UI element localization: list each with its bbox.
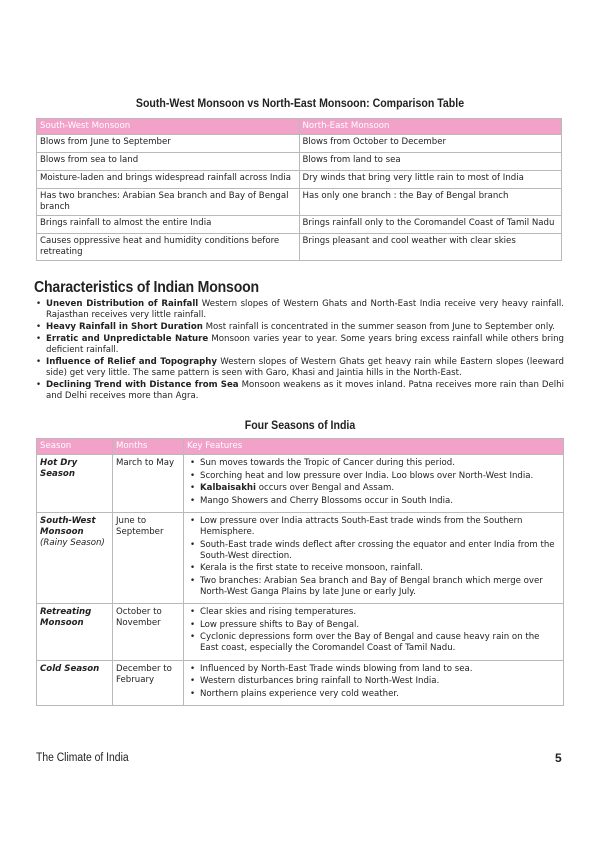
characteristic-term: Influence of Relief and Topography (46, 357, 217, 368)
characteristic-text: Monsoon varies year to year. Some years bring excess rainfall while others bring deficient rainfall. (46, 334, 564, 355)
season-features-list (187, 664, 560, 700)
characteristic-item (36, 357, 564, 378)
comparison-row (37, 216, 562, 234)
seasons-header-months: Months (113, 439, 184, 455)
season-name-cell (37, 513, 113, 604)
season-feature-item (187, 607, 560, 618)
seasons-header-season: Season (37, 439, 113, 455)
seasons-table-title: Four Seasons of India (244, 420, 356, 432)
season-feature-item (187, 576, 560, 598)
feature-text: Scorching heat and low pressure over India. Loo blows over North-West India. (200, 470, 534, 481)
characteristic-text: Western slopes of Western Ghats and North-East India receive very heavy rainfall. Rajasthan receives very little rainfall. (46, 299, 564, 320)
feature-text: Low pressure over India attracts South-East trade winds from the Southern Hemisphere. (200, 516, 523, 537)
comparison-cell-sw: Blows from June to September (37, 135, 300, 153)
season-months: March to May (113, 455, 184, 513)
season-row (37, 660, 564, 706)
comparison-row (37, 189, 562, 216)
comparison-cell-ne: Has only one branch : the Bay of Bengal branch (299, 189, 562, 216)
season-feature-item (187, 632, 560, 654)
season-note: (Rainy Season) (40, 538, 105, 548)
feature-text: Sun moves towards the Tropic of Cancer during this period. (200, 458, 455, 468)
characteristic-text: Western slopes of Western Ghats get heavy rain while Eastern slopes (leeward side) get very little. The same pattern is seen with Garo, Khasi and Jaintia hills in the North-East. (46, 357, 565, 378)
comparison-cell-ne: Dry winds that bring very little rain to most of India (299, 171, 562, 189)
characteristic-term: Declining Trend with Distance from Sea (46, 380, 239, 391)
season-features-cell (184, 604, 564, 661)
characteristics-list (36, 299, 564, 403)
season-features-list (187, 607, 560, 654)
season-feature-item (187, 689, 560, 700)
characteristic-item (36, 380, 564, 401)
page-number: 5 (555, 751, 562, 765)
feature-text: occurs over Bengal and Assam. (256, 483, 395, 493)
characteristic-text: Most rainfall is concentrated in the summer season from June to September only. (202, 321, 555, 332)
comparison-row (37, 153, 562, 171)
season-features-cell (184, 455, 564, 513)
season-features-list (187, 516, 560, 598)
comparison-header-row (37, 119, 562, 135)
feature-term: Kalbaisakhi (200, 483, 256, 493)
feature-text: South-East trade winds deflect after crossing the equator and enter India from the South-West direction. (200, 539, 555, 561)
footer-chapter-title: The Climate of India (36, 752, 129, 764)
season-feature-item (187, 471, 560, 482)
season-feature-item (187, 483, 560, 494)
season-features-cell (184, 513, 564, 604)
comparison-header-ne: North-East Monsoon (299, 119, 562, 135)
season-name: Cold Season (40, 663, 100, 674)
feature-text: Kerala is the first state to receive monsoon, rainfall. (200, 563, 424, 573)
seasons-table-body (37, 455, 564, 706)
comparison-cell-sw: Causes oppressive heat and humidity conditions before retreating (37, 234, 300, 261)
season-name: Hot Dry Season (40, 458, 78, 479)
comparison-table-body (37, 135, 562, 261)
characteristic-term: Heavy Rainfall in Short Duration (46, 321, 203, 332)
comparison-row (37, 234, 562, 261)
feature-text: Western disturbances bring rainfall to North-West India. (200, 676, 440, 686)
season-months: October to November (113, 604, 184, 661)
season-months: June to September (113, 513, 184, 604)
season-features-list (187, 458, 560, 507)
characteristic-text: Monsoon weakens as it moves inland. Patna receives more rain than Delhi and Delhi receives more than Agra. (46, 380, 564, 401)
season-feature-item (187, 540, 560, 562)
season-name-cell (37, 604, 113, 661)
feature-text: Northern plains experience very cold weather. (200, 688, 399, 699)
season-feature-item (187, 664, 560, 675)
characteristic-item (36, 299, 564, 320)
feature-text: Cyclonic depressions form over the Bay of Bengal and cause heavy rain on the East coast, especially the Coromandel Coast of Tamil Nadu. (200, 632, 540, 653)
comparison-cell-sw: Blows from sea to land (37, 153, 300, 171)
season-feature-item (187, 676, 560, 687)
season-feature-item (187, 620, 560, 631)
season-row (37, 455, 564, 513)
season-months: December to February (113, 660, 184, 706)
seasons-header-row (37, 439, 564, 455)
comparison-row (37, 171, 562, 189)
season-feature-item (187, 516, 560, 538)
comparison-cell-ne: Brings pleasant and cool weather with clear skies (299, 234, 562, 261)
season-name-cell (37, 455, 113, 513)
season-row (37, 513, 564, 604)
season-feature-item (187, 458, 560, 469)
feature-text: Clear skies and rising temperatures. (200, 607, 357, 617)
comparison-cell-ne: Blows from land to sea (299, 153, 562, 171)
seasons-header-features: Key Features (184, 439, 564, 455)
feature-text: Influenced by North-East Trade winds blowing from land to sea. (200, 663, 473, 674)
comparison-cell-sw: Moisture-laden and brings widespread rainfall across India (37, 171, 300, 189)
comparison-cell-ne: Brings rainfall only to the Coromandel Coast of Tamil Nadu (299, 216, 562, 234)
characteristic-item (36, 322, 564, 333)
characteristic-term: Erratic and Unpredictable Nature (46, 334, 209, 345)
season-name: South-West Monsoon (40, 516, 96, 537)
feature-text: Low pressure shifts to Bay of Bengal. (200, 619, 360, 630)
comparison-table (36, 118, 562, 261)
characteristic-item (36, 334, 564, 355)
comparison-cell-sw: Brings rainfall to almost the entire India (37, 216, 300, 234)
season-feature-item (187, 563, 560, 574)
comparison-row (37, 135, 562, 153)
season-features-cell (184, 660, 564, 706)
season-feature-item (187, 496, 560, 507)
characteristics-heading: Characteristics of Indian Monsoon (34, 279, 259, 296)
comparison-cell-sw: Has two branches: Arabian Sea branch and Bay of Bengal branch (37, 189, 300, 216)
feature-text: Two branches: Arabian Sea branch and Bay of Bengal branch which merge over North-West Ganga Plains by late June or early July. (200, 575, 543, 597)
season-name: Retreating Monsoon (40, 607, 92, 628)
season-row (37, 604, 564, 661)
characteristic-term: Uneven Distribution of Rainfall (46, 299, 199, 309)
comparison-header-sw: South-West Monsoon (37, 119, 300, 135)
seasons-table (36, 438, 564, 706)
feature-text: Mango Showers and Cherry Blossoms occur in South India. (200, 495, 454, 506)
comparison-cell-ne: Blows from October to December (299, 135, 562, 153)
comparison-table-title: South-West Monsoon vs North-East Monsoon: Comparison Table (135, 98, 465, 110)
season-name-cell (37, 660, 113, 706)
